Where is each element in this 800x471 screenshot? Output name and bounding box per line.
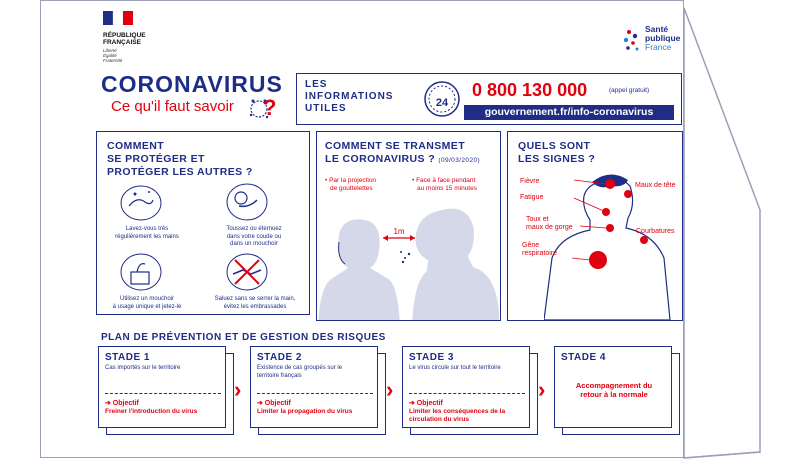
no-handshake-icon: [225, 252, 269, 292]
virus-question-icon: [245, 89, 281, 123]
stade-name: STADE 4: [561, 352, 606, 363]
phone-note: (appel gratuit): [609, 87, 650, 94]
stade-desc: [257, 365, 375, 380]
devise-line: Liberté: [103, 48, 117, 53]
chevron-right-icon: ›: [386, 377, 394, 402]
title-line: LE CORONAVIRUS ?: [325, 153, 436, 165]
objective-line: Freiner l'introduction du virus: [105, 408, 198, 415]
stade-name: STADE 1: [105, 352, 150, 363]
objective-label: ➔ Objectif: [105, 400, 139, 407]
title-line: QUELS SONT: [518, 140, 591, 152]
poster: [40, 0, 684, 458]
bullet-line: • Par la projection: [325, 177, 377, 184]
transmission-bullet: [325, 177, 376, 193]
stade4-text: [559, 381, 669, 399]
phone-24h-icon: [423, 80, 461, 118]
devise-line: Égalité: [103, 53, 117, 58]
protect-item-label: [107, 226, 187, 241]
subtitle: Ce qu'il faut savoir: [111, 98, 234, 115]
objective-line: Limiter les conséquences de la: [409, 408, 506, 415]
desc-line: Le virus circule sur tout le territoire: [409, 365, 501, 371]
objective-line: Limiter la propagation du virus: [257, 408, 353, 415]
sante-line: publique: [645, 33, 681, 43]
handwash-icon: [119, 184, 163, 222]
chevron-right-icon: ›: [234, 377, 242, 402]
objective-text: [409, 408, 505, 424]
label-line: Lavez-vous très: [125, 226, 169, 232]
sign-fever: Fièvre: [520, 178, 540, 185]
bullet-line: de gouttelettes: [330, 185, 373, 192]
sign-line: Gêne: [522, 242, 540, 249]
bullet-line: au moins 15 minutes: [417, 185, 477, 192]
objective-line: circulation du virus: [409, 416, 469, 423]
label-line: dans un mouchoir: [230, 241, 278, 247]
sante-line: France: [645, 42, 672, 52]
label-line: évitez les embrassades: [223, 303, 287, 310]
title-line: SE PROTÉGER ET: [107, 153, 205, 165]
chevron-right-icon: ›: [538, 377, 546, 402]
stade4-line: Accompagnement du: [575, 381, 653, 390]
sign-cough: [526, 216, 573, 232]
sign-line: Toux et: [526, 216, 549, 223]
republique-line: RÉPUBLIQUE: [103, 32, 146, 39]
sign-headache: Maux de tête: [635, 182, 676, 189]
protect-item-label: [205, 296, 305, 311]
objective-label: ➔ Objectif: [257, 400, 291, 407]
main-title: CORONAVIRUS: [101, 71, 283, 97]
marianne-icon: [103, 11, 133, 25]
stade-desc: [105, 365, 223, 373]
devise-line: Fraternité: [103, 58, 123, 63]
stade-2: [250, 346, 378, 428]
sign-aches: Courbatures: [636, 228, 675, 235]
sign-line: respiratoire: [522, 250, 558, 257]
divider: [409, 393, 525, 394]
sante-dots-icon: [623, 29, 643, 55]
title-line: COMMENT SE TRANSMET: [325, 140, 466, 152]
svg-text:?: ?: [263, 95, 277, 120]
label-line: régulièrement les mains: [115, 233, 179, 240]
objective-text: [105, 408, 197, 416]
cough-elbow-icon: [225, 182, 269, 222]
stade4-line: retour à la normale: [580, 390, 648, 399]
sante-publique-logo: [623, 25, 680, 52]
tissue-icon: [119, 252, 163, 292]
people-illustration: [317, 202, 499, 320]
objective-text: [257, 408, 352, 416]
stade-desc: [409, 365, 527, 373]
panel-transmission-title: [325, 140, 480, 167]
bullet-line: • Face à face pendant: [412, 177, 476, 184]
label-line: Saluez sans se serrer la main,: [214, 296, 296, 302]
objective-label: ➔ Objectif: [409, 400, 443, 407]
stade-3: [402, 346, 530, 428]
info-label-line: LES: [305, 79, 328, 90]
panel-signs-title: [518, 140, 595, 166]
desc-line: Existence de cas groupés sur le: [257, 365, 343, 371]
info-label-line: UTILES: [305, 103, 347, 114]
divider: [105, 393, 221, 394]
info-label: [305, 79, 393, 115]
label-line: dans votre coude ou: [226, 233, 282, 240]
divider: [257, 393, 373, 394]
sign-fatigue: Fatigue: [520, 194, 544, 201]
stade-name: STADE 3: [409, 352, 454, 363]
panel-transmission: [316, 131, 501, 321]
label-line: Toussez ou éternuez: [226, 226, 282, 232]
title-line: COMMENT: [107, 140, 165, 152]
protect-item-label: [105, 296, 189, 311]
republique-logo: [103, 11, 146, 63]
title-line: PROTÉGER LES AUTRES ?: [107, 166, 253, 178]
info-box: [296, 73, 682, 125]
stade-4: [554, 346, 672, 428]
info-label-line: INFORMATIONS: [305, 91, 394, 102]
stade-1: [98, 346, 226, 428]
label-line: à usage unique et jetez-le: [112, 303, 182, 310]
info-url[interactable]: gouvernement.fr/info-coronavirus: [464, 105, 674, 120]
protect-item-label: [209, 226, 299, 249]
transmission-bullet: [412, 177, 477, 193]
panel-protect-title: [107, 140, 253, 179]
desc-line: territoire français: [257, 372, 302, 379]
republique-line: FRANÇAISE: [103, 39, 141, 46]
panel-protect: [96, 131, 310, 315]
sante-line: Santé: [645, 24, 669, 34]
panel-signs: [507, 131, 683, 321]
stade-name: STADE 2: [257, 352, 302, 363]
sign-line: maux de gorge: [526, 224, 573, 231]
desc-line: Cas importés sur le territoire: [105, 365, 181, 371]
body-illustration: [544, 168, 684, 320]
plan-title: PLAN DE PRÉVENTION ET DE GESTION DES RISQUES: [101, 332, 386, 343]
title-line: LES SIGNES ?: [518, 153, 596, 165]
phone-number[interactable]: 0 800 130 000: [472, 80, 588, 100]
badge-24: 24: [435, 97, 449, 109]
distance-label: 1m: [393, 227, 405, 236]
date-label: (09/03/2020): [438, 157, 481, 164]
label-line: Utilisez un mouchoir: [119, 296, 175, 302]
sign-breathing: [522, 242, 557, 258]
